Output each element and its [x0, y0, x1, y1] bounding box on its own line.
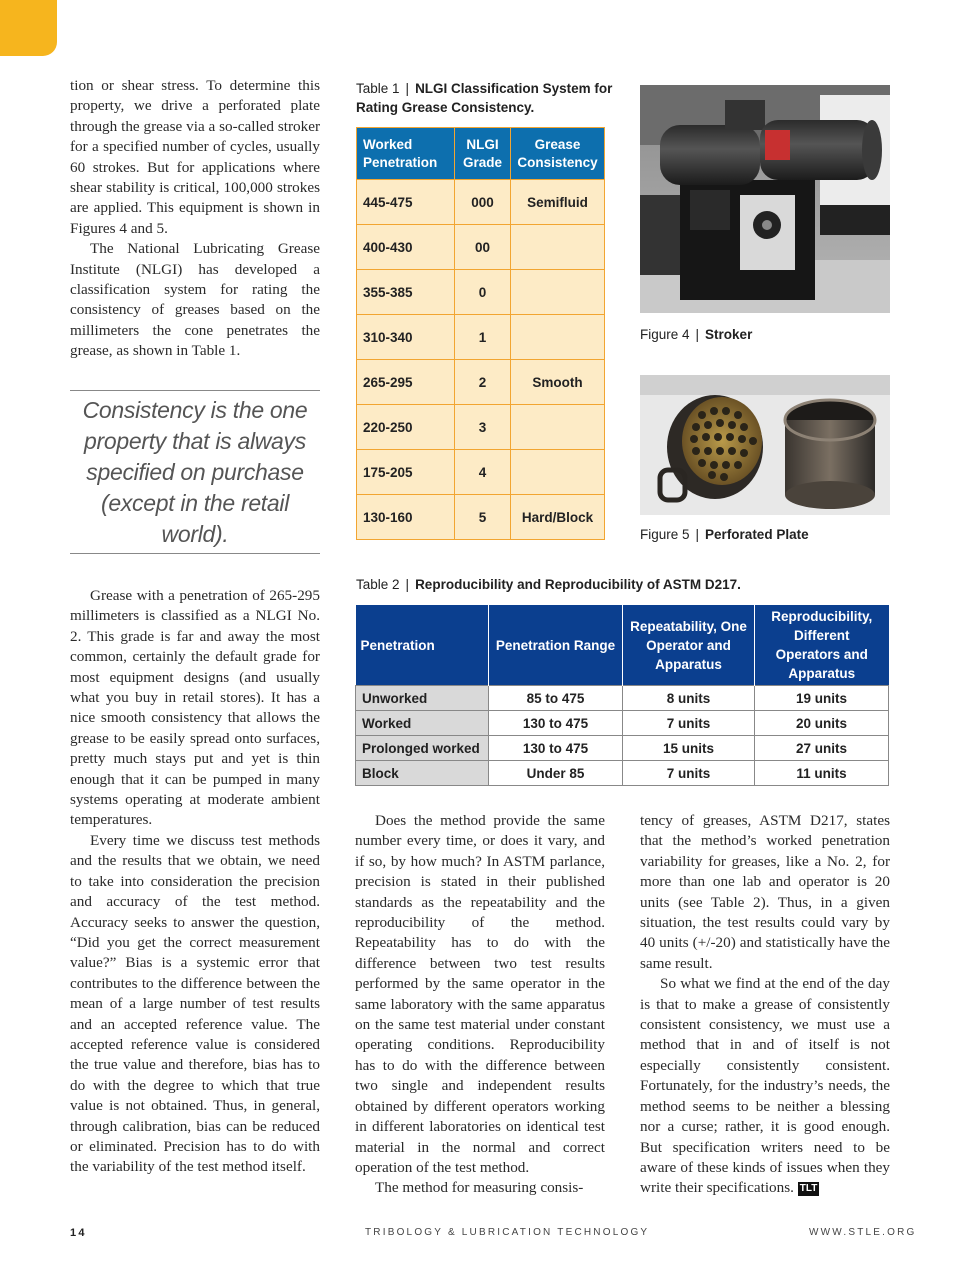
paragraph: The National Lubricating Grease Institute (NLGI) has developed a classification system for rating the consistency of greases based on the millimeters the cone penetrates the grease, as shown in Table 1.	[70, 240, 320, 360]
table-cell: Hard/Block	[511, 495, 605, 540]
stroker-image	[640, 85, 890, 313]
table-cell: 400-430	[357, 225, 455, 270]
paragraph: Does the method provide the same number every time, or does it vary, and if so, by how much? In ASTM parlance, precision is stated in their published standards as the repeatability and the reproducibility of the method. Repeatability has to do with the difference between two test results performed by the same operator in the same laboratory with the same apparatus on the same test material under constant operating conditions. Reproducibility has to do with the difference between two single and independent results obtained by different operators working in different laboratories on identical test material in the normal and correct operation of the test method.	[355, 812, 605, 1176]
paragraph: Grease with a penetration of 265-295 millimeters is classified as a NLGI No. 2. This grade is far and away the most common, certainly the default grade for most equipment designs (and usually what you buy in retail stores). It has a nice smooth consistency that allows the grease to be easily spread onto surfaces, pretty much stays put and yet is thin enough that it can be pumped in many systems operating at moderate ambient temperatures.	[70, 587, 320, 829]
table-cell: 000	[455, 180, 511, 225]
table-cell: Worked	[356, 711, 489, 736]
website: WWW.STLE.ORG	[809, 1227, 917, 1238]
table-cell: 4	[455, 450, 511, 495]
figure4-title: Stroker	[705, 327, 753, 342]
table-header: Repeatability, One Operator and Apparatus	[623, 605, 755, 686]
left-column-bottom	[70, 586, 320, 1178]
table-cell: 5	[455, 495, 511, 540]
table-row	[357, 405, 605, 450]
reproducibility-table	[355, 605, 889, 786]
figure5-caption: Figure 5 | Perforated Plate	[640, 527, 809, 542]
table-cell: Prolonged worked	[356, 736, 489, 761]
right-column	[640, 811, 890, 1199]
table-cell	[511, 450, 605, 495]
table-cell: 8 units	[623, 686, 755, 711]
table-row	[357, 450, 605, 495]
corner-tab	[0, 0, 57, 56]
table-header-row	[357, 128, 605, 180]
page-number: 14	[70, 1227, 87, 1239]
table-cell: 310-340	[357, 315, 455, 360]
journal-name: TRIBOLOGY & LUBRICATION TECHNOLOGY	[365, 1227, 650, 1238]
table1-caption: Table 1 | NLGI Classification System for Rating Grease Consistency.	[356, 81, 613, 115]
table2-caption: Table 2 | Reproducibility and Reproducibility of ASTM D217.	[356, 577, 741, 592]
table-row	[357, 180, 605, 225]
table-cell: 445-475	[357, 180, 455, 225]
pull-quote-text: Consistency is the one property that is always specified on purchase (except in the retail world).	[82, 396, 308, 547]
figure5-title: Perforated Plate	[705, 527, 809, 542]
stroker-photo	[640, 85, 890, 313]
table-cell: 85 to 475	[489, 686, 623, 711]
paragraph: The method for measuring consis-	[375, 1179, 584, 1197]
table2-caption-label: Table 2	[356, 577, 400, 592]
table-header: Penetration Range	[489, 605, 623, 686]
table-cell: 00	[455, 225, 511, 270]
table-row	[357, 315, 605, 360]
table1-caption-label: Table 1	[356, 81, 400, 96]
table-row	[357, 270, 605, 315]
table-header: Grease Consistency	[511, 128, 605, 180]
table-cell	[511, 225, 605, 270]
paragraph: tency of greases, ASTM D217, states that the method’s worked penetration variability for greases, like a No. 2, for more than one lab and operator is 20 units (see Table 2). Thus, in a given situation, the test results could vary by 40 units (+/-20) and statistically have the same result.	[640, 812, 890, 972]
table-cell: 265-295	[357, 360, 455, 405]
table-row	[357, 495, 605, 540]
nlgi-table	[356, 127, 605, 540]
tlt-end-mark: TLT	[799, 1183, 818, 1195]
table-cell: Block	[356, 761, 489, 786]
table-cell: 11 units	[755, 761, 889, 786]
table-cell: 27 units	[755, 736, 889, 761]
table-cell: 130 to 475	[489, 736, 623, 761]
figure4-label: Figure 4	[640, 327, 690, 342]
paragraph: Every time we discuss test methods and the results that we obtain, we need to take into consideration the precision and accuracy of the test method. Accuracy seeks to answer the question, “Did you get the correct measurement value?” Bias is a systemic error that contributes to the difference between the mean of a large number of test results and an accepted reference value. The accepted reference value is considered the true value and therefore, bias has to do with the degree to which that true value is not obtained. Thus, in general, through calibration, bias can be reduced or eliminated. Precision has to do with the variability of the test method itself.	[70, 831, 320, 1176]
table2-caption-title: Reproducibility and Reproducibility of ASTM D217.	[415, 577, 741, 592]
table-cell: 7 units	[623, 711, 755, 736]
table-header: Penetration	[356, 605, 489, 686]
table-cell	[511, 405, 605, 450]
paragraph	[640, 974, 890, 1198]
left-column-top	[70, 76, 320, 362]
table-cell: 2	[455, 360, 511, 405]
table-header-row	[356, 605, 889, 686]
table-header: Worked Penetration	[357, 128, 455, 180]
pull-quote	[70, 390, 320, 554]
table-header: Reproducibility, Different Operators and Apparatus	[755, 605, 889, 686]
table-row	[356, 711, 889, 736]
table-header: NLGI Grade	[455, 128, 511, 180]
table-cell: 7 units	[623, 761, 755, 786]
table-cell: Semifluid	[511, 180, 605, 225]
figure5-label: Figure 5	[640, 527, 690, 542]
perforated-plate-image	[640, 375, 890, 515]
table-cell: 0	[455, 270, 511, 315]
table-row	[356, 736, 889, 761]
table1-caption-title: NLGI Classification System for Rating Grease Consistency.	[356, 81, 613, 115]
table-row	[357, 225, 605, 270]
table-cell: 130-160	[357, 495, 455, 540]
table-cell: 3	[455, 405, 511, 450]
table-cell: 220-250	[357, 405, 455, 450]
table-row	[356, 761, 889, 786]
table-cell: Unworked	[356, 686, 489, 711]
paragraph: tion or shear stress. To determine this property, we drive a perforated plate through the grease via a so-called stroker for a specified number of cycles, usually 60 strokes. But for applications where shear stability is critical, 100,000 strokes are applied. This equipment is shown in Figures 4 and 5.	[70, 77, 320, 237]
table-cell: 20 units	[755, 711, 889, 736]
table-cell: Smooth	[511, 360, 605, 405]
table-cell: 19 units	[755, 686, 889, 711]
table-cell: 355-385	[357, 270, 455, 315]
table-row	[357, 360, 605, 405]
paragraph-text: So what we find at the end of the day is that to make a grease of consistently consistent consistency, we must use a method that in and of itself is not especially consistently consistent. Fortunately, for the industry’s needs, the method seems to be neither a blessing nor a curse; rather, it is good enough. But specification writers need to be aware of these kinds of issues when they write their specifications.	[640, 975, 890, 1197]
table-cell: Under 85	[489, 761, 623, 786]
perforated-plate-photo	[640, 375, 890, 515]
table-cell: 15 units	[623, 736, 755, 761]
table-row	[356, 686, 889, 711]
table-cell: 130 to 475	[489, 711, 623, 736]
table-cell: 175-205	[357, 450, 455, 495]
middle-column	[355, 811, 605, 1199]
table-cell	[511, 270, 605, 315]
table-cell	[511, 315, 605, 360]
figure4-caption: Figure 4 | Stroker	[640, 327, 753, 342]
table-cell: 1	[455, 315, 511, 360]
